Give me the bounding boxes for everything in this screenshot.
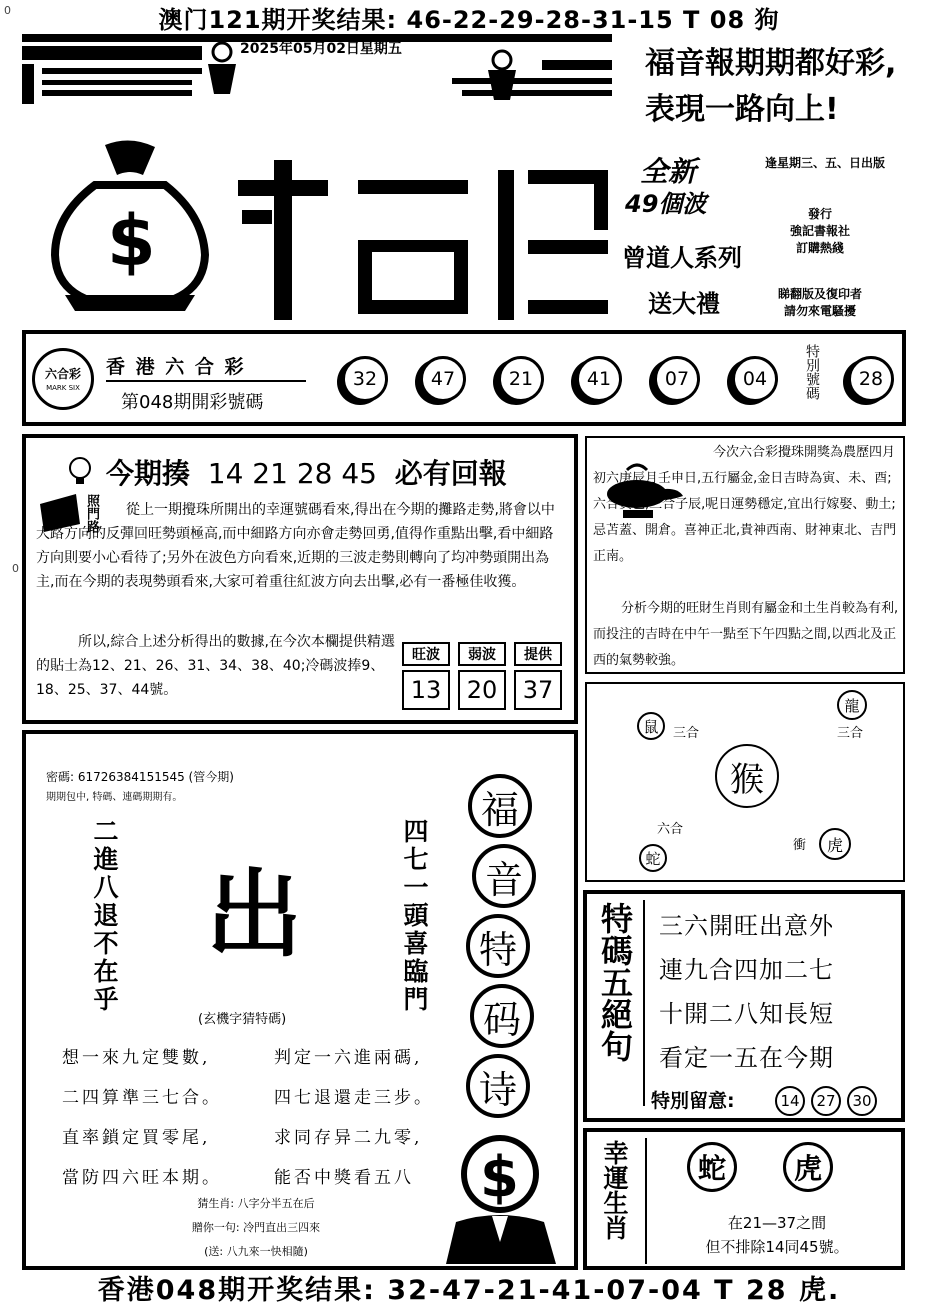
recommend-title: [106, 452, 507, 492]
divider: [106, 380, 306, 382]
stats-table: [402, 642, 566, 714]
publisher-line3: 訂購熱綫: [795, 241, 844, 255]
recommend-box: [12, 434, 578, 724]
title-numbers: 14 21 28 45: [207, 457, 377, 490]
side-label: 照門路: [84, 494, 99, 533]
publisher-line1: 發行: [807, 207, 832, 221]
title-prefix: 今期揍: [106, 457, 191, 490]
footer-line3: (送: 八九來一快相隨): [204, 1245, 308, 1258]
zodiac-top-left-rel: 三合: [673, 726, 700, 741]
poem-title-char: 福: [468, 774, 532, 838]
stat-label: 弱波: [458, 642, 506, 666]
title-suffix: 必有回報: [394, 457, 507, 490]
poem-left: [62, 1038, 222, 1198]
lucky-range: 在21—37之間: [727, 1214, 827, 1232]
stat-label: 提供: [514, 642, 562, 666]
logo-text: 六合彩: [44, 367, 81, 381]
slogan-line1: 福音報期期都好彩,: [645, 46, 897, 81]
zodiac-bottom-left: 蛇: [639, 844, 667, 872]
warning-block: [760, 286, 880, 320]
quatrain-side-title: 特碼五絕句: [596, 902, 634, 1062]
zodiac-diagram: [585, 682, 905, 882]
result-ball: 32: [342, 356, 388, 402]
new-label: 全新: [640, 155, 697, 188]
divider: [643, 900, 645, 1106]
analysis-box: [585, 436, 905, 674]
result-ball: 07: [654, 356, 700, 402]
right-vertical-text: 四七一頭喜臨門: [400, 818, 429, 1014]
lottery-name: 香 港 六 合 彩: [106, 356, 246, 378]
stat-value: 13: [402, 670, 450, 710]
notice-label: 特別留意:: [651, 1090, 735, 1112]
money-bag-icon: [35, 135, 225, 315]
masthead-logo: [228, 150, 618, 325]
gift-label: 送大禮: [648, 290, 720, 318]
footer-line1: 猜生肖: 八字分半五在后: [197, 1197, 315, 1210]
notice-number: 30: [847, 1086, 877, 1116]
riddle-big-char: 出: [206, 858, 302, 971]
warning-line2: 請勿來電騷擾: [783, 304, 856, 318]
poem-title-char: 特: [466, 914, 530, 978]
riddle-box: [22, 730, 578, 1270]
footer-line2: 贈你一句: 冷門直出三四來: [191, 1221, 321, 1234]
lucky-exclude: 但不排除14同45號。: [705, 1238, 849, 1256]
lucky-zodiac-box: [583, 1128, 905, 1270]
money-man-icon: [436, 1124, 566, 1264]
logo-sub: MARK SIX: [46, 384, 80, 392]
poem-right: [274, 1038, 434, 1198]
note-line: 期期包中, 特碼、連碼期期有。: [46, 792, 183, 803]
stat-value: 20: [458, 670, 506, 710]
lottery-strip: [22, 330, 906, 426]
quatrain-line: 十開二八知長短: [659, 1000, 834, 1028]
zodiac-top-right: 龍: [837, 690, 867, 720]
zodiac-top-left: 鼠: [637, 712, 665, 740]
poem-title-char: 音: [472, 844, 536, 908]
lucky-zodiac: 虎: [783, 1142, 833, 1192]
stat-label: 旺波: [402, 642, 450, 666]
recommend-paragraph2: 所以,綜合上述分析得出的數據,在今次本欄提供精選的貼士為12、21、26、31、34、38、40;冷碼波捧9、18、25、37、44號。: [36, 634, 395, 698]
zodiac-bottom-left-rel: 六合: [657, 822, 684, 837]
password-line: 密碼: 61726384151545 (管今期): [46, 770, 234, 784]
riddle-caption: (玄機字猜特碼): [198, 1012, 287, 1027]
svg-text:$: $: [480, 1145, 519, 1210]
top-result-banner: 澳门121期开奖结果: 46-22-29-28-31-15 T 08 狗: [158, 6, 780, 34]
warning-line1: 睇翻版及復印者: [777, 287, 862, 301]
quatrain-box: [583, 890, 905, 1122]
result-ball: 41: [576, 356, 622, 402]
quatrain-line: 三六開旺出意外: [659, 912, 834, 940]
poem-line: 求同存异二九零,: [274, 1128, 423, 1148]
riddle-footer: [146, 1192, 366, 1264]
poem-title-char: 诗: [466, 1054, 530, 1118]
poem-line: 二四算準三七合。: [62, 1088, 222, 1108]
result-ball: 47: [420, 356, 466, 402]
zodiac-top-right-rel: 三合: [837, 726, 864, 741]
slogan-line2: 表現一路向上!: [645, 92, 839, 127]
quatrain-line: 連九合四加二七: [659, 956, 834, 984]
poem-line: 判定一六進兩碼,: [274, 1048, 423, 1068]
result-ball: 04: [732, 356, 778, 402]
publish-days: 逢星期三、五、日出版: [765, 156, 886, 170]
lucky-side-title: 幸運生肖: [600, 1140, 629, 1240]
notice-number: 27: [811, 1086, 841, 1116]
analysis-paragraph1: 今次六合彩攪珠開獎為農歷四月初六庚辰月壬申日,五行屬金,金日吉時為寅、未、酉;六合寅巳,三合子辰,呢日運勢穩定,宜出行嫁娶、動土;忌苫蓋、開倉。喜神正北,貴神西南、財神東北、吉門正南。: [593, 445, 897, 564]
poem-line: 當防四六旺本期。: [62, 1168, 222, 1188]
analysis-paragraph2: 分析今期的旺財生肖則有屬金和土生肖較為有利,而投注的吉時在中午一點至下午四點之間,以西北及正西的氣勢較強。: [593, 601, 899, 668]
left-vertical-text: 二進八退不在乎: [90, 818, 119, 1014]
svg-text:$: $: [107, 200, 156, 282]
poem-line: 能否中獎看五八: [274, 1168, 414, 1188]
divider: [645, 1138, 647, 1264]
corner-mark: 0: [4, 4, 11, 17]
stat-value: 37: [514, 670, 562, 710]
quatrain-line: 看定一五在今期: [659, 1044, 834, 1072]
publisher-line2: 強記書報社: [789, 224, 850, 238]
notice-number: 14: [775, 1086, 805, 1116]
lucky-zodiac: 蛇: [687, 1142, 737, 1192]
quatrain-lines: [659, 904, 834, 1080]
special-ball: 28: [848, 356, 894, 402]
recommend-paragraph1: 從上一期攪珠所開出的幸運號碼看來,得出在今期的攤路走勢,將會以中大路方向的反彈回旺勢頭極高,而中細路方向亦會走勢回勇,值得作重點出擊,看中細路方向則要小心看待了;另外在波色方向看來,近期的三波走勢則轉向了均冲勢頭開出為主,而在今期的表現勢頭看來,大家可着重往紅波方向去出擊,必有一番極佳收獲。: [36, 502, 555, 590]
mark-six-logo: [32, 348, 94, 410]
issue-date: 2025年05月02日星期五: [240, 41, 402, 57]
poem-title-char: 码: [470, 984, 534, 1048]
wave-label: 49個波: [625, 190, 707, 218]
publisher-block: [760, 206, 880, 257]
margin-mark: 0: [12, 562, 19, 575]
bottom-result-banner: 香港048期开奖结果: 32-47-21-41-07-04 T 28 虎.: [97, 1275, 841, 1306]
poem-line: 直率鎖定買零尾,: [62, 1128, 211, 1148]
lottery-issue: 第048期開彩號碼: [121, 392, 264, 413]
special-label: 特別號碼: [804, 344, 820, 400]
zodiac-bottom-right-rel: 衝: [793, 838, 807, 853]
zodiac-bottom-right: 虎: [819, 828, 851, 860]
result-ball: 21: [498, 356, 544, 402]
poem-line: 想一來九定雙數,: [62, 1048, 211, 1068]
zodiac-center: 猴: [715, 744, 779, 808]
poem-line: 四七退還走三步。: [274, 1088, 434, 1108]
series-label: 曾道人系列: [622, 244, 742, 272]
